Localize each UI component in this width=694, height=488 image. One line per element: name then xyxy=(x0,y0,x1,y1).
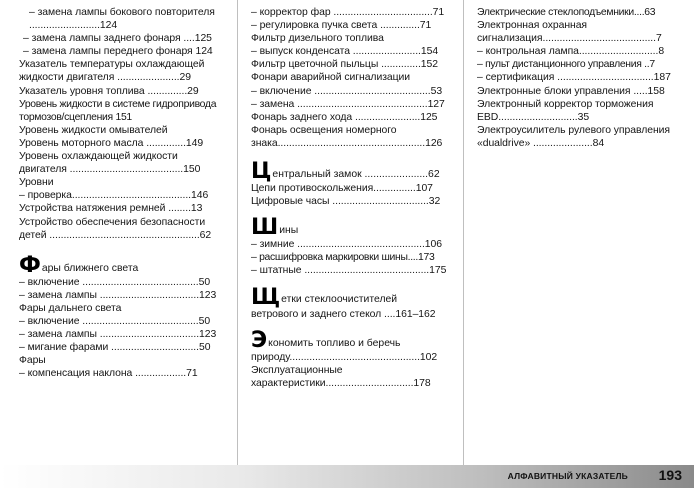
column-divider xyxy=(463,0,464,465)
index-column-3 xyxy=(477,6,675,150)
index-entry: Фильтр дизельного топлива xyxy=(251,33,384,45)
index-entry: Уровень жидкости в системе гидропривода тормозов/сцепления 151 xyxy=(19,98,217,123)
index-entry: Уровень моторного масла ..............149 xyxy=(19,137,204,149)
index-entry: – корректор фар ...................................71 xyxy=(251,7,445,18)
index-entry: – зимние .............................................106 xyxy=(251,239,442,251)
index-column-2 xyxy=(251,6,447,390)
index-entry: – компенсация наклона ..................71 xyxy=(19,368,198,380)
section-heading-ts xyxy=(251,159,447,185)
column-divider xyxy=(237,0,238,465)
index-entry: – расшифровка маркировки шины....173 xyxy=(251,252,435,264)
footer-section-title: АЛФАВИТНЫЙ УКАЗАТЕЛЬ xyxy=(507,471,628,481)
section-heading-sh xyxy=(251,215,447,241)
index-entry: Уровень жидкости омывателей xyxy=(19,124,168,136)
page-number: 193 xyxy=(658,467,682,483)
section-heading-text: ентральный замок ......................62 xyxy=(272,168,440,180)
index-column-1 xyxy=(19,6,221,380)
index-entry: – включение .........................................50 xyxy=(19,315,211,327)
index-entry: Указатель уровня топлива ..............29 xyxy=(19,85,199,97)
section-heading-e xyxy=(251,327,447,353)
index-entry: – замена лампы переднего фонаря 124 xyxy=(23,46,213,58)
index-entry: Электронные блоки управления .....158 xyxy=(477,85,665,97)
index-entry: – пульт дистанционного управления ..7 xyxy=(477,59,655,71)
index-entry: – замена лампы бокового повторителя .........................124 xyxy=(29,7,215,32)
index-entry: – контрольная лампа............................8 xyxy=(477,46,665,58)
index-entry: Электроусилитель рулевого управления «dualdrive» .....................84 xyxy=(477,124,670,149)
index-entry: Электрические стеклоподъемники....63 xyxy=(477,7,656,18)
section-letter: Ш xyxy=(251,215,279,241)
section-heading-text: ины xyxy=(279,225,299,237)
index-entry: Устройство обеспечения безопасности детей .....................................................62 xyxy=(19,216,212,241)
index-entry: Фильтр цветочной пыльцы ..............152 xyxy=(251,59,438,71)
index-entry: – штатные ............................................175 xyxy=(251,265,447,277)
index-entry: природу..............................................102 xyxy=(251,351,438,363)
index-entry: – включение .........................................50 xyxy=(19,276,211,288)
index-entry: – замена лампы заднего фонаря ....125 xyxy=(23,33,212,45)
section-letter: Щ xyxy=(251,284,281,310)
section-heading-text: ары ближнего света xyxy=(41,262,139,274)
index-entry: Эксплуатационные характеристики...............................178 xyxy=(251,364,431,389)
index-entry: Уровни xyxy=(19,177,54,189)
index-entry: Цифровые часы ..................................32 xyxy=(251,196,441,208)
index-entry: – замена лампы ...................................123 xyxy=(19,289,217,301)
index-entry: Фонарь заднего хода .......................125 xyxy=(251,111,438,123)
index-entry: Фонари аварийной сигнализации xyxy=(251,72,411,84)
index-entry: – регулировка пучка света ..............71 xyxy=(251,20,432,32)
index-entry: – мигание фарами ...............................50 xyxy=(19,342,211,354)
index-entry: ветрового и заднего стекол ....161–162 xyxy=(251,308,436,320)
index-entry: Уровень охлаждающей жидкости двигателя ........................................150 xyxy=(19,151,201,176)
index-entry: Электронный корректор торможения EBD............................35 xyxy=(477,98,654,123)
index-entry: – проверка..........................................146 xyxy=(19,190,209,202)
section-letter: Ф xyxy=(19,252,41,278)
index-entry: – замена лампы ...................................123 xyxy=(19,329,217,341)
index-entry: – включение .........................................53 xyxy=(251,85,443,97)
index-entry: Указатель температуры охлаждающей жидкости двигателя ......................29 xyxy=(19,59,205,84)
section-letter: Ц xyxy=(251,159,272,185)
index-entry: Фонарь освещения номерного знака....................................................126 xyxy=(251,124,443,149)
section-letter: Э xyxy=(251,327,268,353)
index-entry: Устройства натяжения ремней ........13 xyxy=(19,203,203,215)
index-entry: – сертификация ..................................187 xyxy=(477,72,671,84)
index-entry: Фары дальнего света xyxy=(19,302,122,314)
index-entry: – замена ..............................................127 xyxy=(251,98,445,110)
section-heading-text: кономить топливо и беречь xyxy=(268,337,401,349)
index-entry: – выпуск конденсата ........................154 xyxy=(251,46,439,58)
index-entry: Фары xyxy=(19,355,46,367)
index-entry: Электронная охранная сигнализация........................................7 xyxy=(477,20,662,45)
index-entry: Цепи противоскольжения...............107 xyxy=(251,183,433,195)
section-heading-shch xyxy=(251,284,447,310)
section-heading-f xyxy=(19,252,221,278)
section-heading-text: етки стеклоочистителей xyxy=(281,294,398,306)
